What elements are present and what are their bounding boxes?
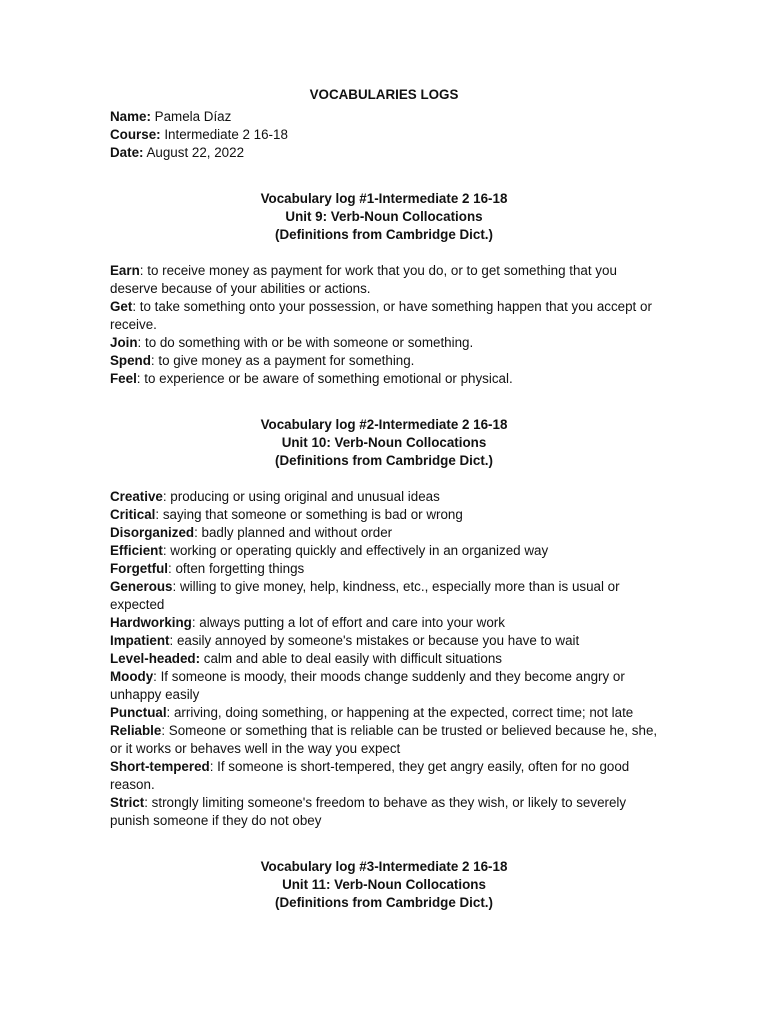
vocabulary-log-section <box>110 858 658 912</box>
vocabulary-term: Moody <box>110 669 154 684</box>
section-header-line: Unit 11: Verb-Noun Collocations <box>282 877 486 892</box>
vocabulary-term: Efficient <box>110 543 163 558</box>
vocabulary-term: Join <box>110 335 138 350</box>
vocabulary-definition: calm and able to deal easily with difficult situations <box>200 651 502 666</box>
meta-key: Name <box>110 109 147 124</box>
section-header-line: Unit 10: Verb-Noun Collocations <box>281 435 487 450</box>
vocabulary-entry <box>110 758 658 794</box>
meta-colon: : <box>156 127 161 142</box>
meta-key: Course <box>110 127 157 142</box>
vocabulary-entry <box>110 262 658 298</box>
vocabulary-entry <box>110 488 658 506</box>
vocabulary-term: Spend <box>110 353 151 368</box>
vocabulary-entry <box>110 506 658 524</box>
section-header-line: (Definitions from Cambridge Dict.) <box>275 895 493 910</box>
vocabulary-term: Creative <box>110 489 163 504</box>
meta-key: Date <box>110 145 140 160</box>
vocabulary-definition: : badly planned and without order <box>194 525 393 540</box>
vocabulary-entry <box>110 560 658 578</box>
vocabulary-term: Disorganized <box>110 525 195 540</box>
meta-value: August 22, 2022 <box>143 145 245 160</box>
section-header-line: Vocabulary log #3-Intermediate 2 16-18 <box>260 859 508 874</box>
meta-colon: : <box>146 109 151 124</box>
vocabulary-term: Impatient <box>110 633 170 648</box>
section-header <box>110 416 658 470</box>
vocabulary-term: Earn <box>110 263 140 278</box>
vocabulary-term: Reliable <box>110 723 162 738</box>
section-header-line: (Definitions from Cambridge Dict.) <box>275 227 493 242</box>
meta-course <box>110 126 658 144</box>
vocabulary-definition: : Someone or something that is reliable can be trusted or believed because he, she, or it works or behaves well in the way you expect <box>110 723 658 756</box>
vocabulary-definition: : to experience or be aware of something emotional or physical. <box>136 371 513 386</box>
vocabulary-term: Critical <box>110 507 156 522</box>
vocabulary-term: Get <box>110 299 133 314</box>
vocabulary-entry <box>110 524 658 542</box>
vocabulary-definition: : willing to give money, help, kindness, etc., especially more than is usual or expected <box>110 579 620 612</box>
vocabulary-list <box>110 488 658 830</box>
vocabulary-entry <box>110 578 658 614</box>
section-header-line: Vocabulary log #2-Intermediate 2 16-18 <box>260 417 508 432</box>
meta-date <box>110 144 658 162</box>
vocabulary-entry <box>110 614 658 632</box>
meta-colon: : <box>139 145 144 160</box>
document-body <box>110 86 658 912</box>
vocabulary-term: Generous <box>110 579 173 594</box>
vocabulary-definition: : arriving, doing something, or happening at the expected, correct time; not late <box>166 705 634 720</box>
vocabulary-entry <box>110 542 658 560</box>
vocabulary-definition: : to receive money as payment for work that you do, or to get something that you deserve because of your abilities or actions. <box>110 263 617 296</box>
vocabulary-term: Hardworking <box>110 615 192 630</box>
section-header <box>110 190 658 244</box>
vocabulary-list <box>110 262 658 388</box>
vocabulary-log-section <box>110 416 658 830</box>
vocabulary-definition: : always putting a lot of effort and care into your work <box>191 615 505 630</box>
vocabulary-definition: : often forgetting things <box>168 561 305 576</box>
vocabulary-term: Level-headed: <box>110 651 201 666</box>
vocabulary-entry <box>110 650 658 668</box>
vocabulary-term: Strict <box>110 795 145 810</box>
vocabulary-log-section <box>110 190 658 388</box>
vocabulary-definition: : producing or using original and unusual ideas <box>162 489 440 504</box>
vocabulary-definition: : If someone is short-tempered, they get angry easily, often for no good reason. <box>110 759 630 792</box>
document-meta <box>110 108 658 162</box>
section-header-line: Vocabulary log #1-Intermediate 2 16-18 <box>260 191 508 206</box>
vocabulary-entry <box>110 794 658 830</box>
vocabulary-entry <box>110 334 658 352</box>
meta-name <box>110 108 658 126</box>
vocabulary-entry <box>110 370 658 388</box>
document-title: VOCABULARIES LOGS <box>309 87 459 102</box>
vocabulary-entry <box>110 722 658 758</box>
vocabulary-entry <box>110 298 658 334</box>
section-header <box>110 858 658 912</box>
meta-value: Pamela Díaz <box>150 109 232 124</box>
vocabulary-definition: : saying that someone or something is bad or wrong <box>155 507 463 522</box>
section-header-line: (Definitions from Cambridge Dict.) <box>275 453 493 468</box>
vocabulary-entry <box>110 352 658 370</box>
vocabulary-definition: : strongly limiting someone's freedom to behave as they wish, or likely to severely punish someone if they do not obey <box>110 795 627 828</box>
vocabulary-sections <box>110 190 658 912</box>
vocabulary-definition: : to do something with or be with someone or something. <box>137 335 474 350</box>
vocabulary-definition: : to take something onto your possession, or have something happen that you accept or receive. <box>110 299 652 332</box>
vocabulary-term: Feel <box>110 371 137 386</box>
vocabulary-definition: : easily annoyed by someone's mistakes or because you have to wait <box>169 633 580 648</box>
vocabulary-entry <box>110 632 658 650</box>
vocabulary-entry <box>110 668 658 704</box>
vocabulary-definition: : working or operating quickly and effectively in an organized way <box>162 543 549 558</box>
vocabulary-definition: : If someone is moody, their moods change suddenly and they become angry or unhappy easily <box>110 669 625 702</box>
meta-value: Intermediate 2 16-18 <box>160 127 288 142</box>
section-header-line: Unit 9: Verb-Noun Collocations <box>285 209 483 224</box>
vocabulary-entry <box>110 704 658 722</box>
vocabulary-term: Punctual <box>110 705 167 720</box>
vocabulary-term: Forgetful <box>110 561 169 576</box>
vocabulary-term: Short-tempered <box>110 759 210 774</box>
vocabulary-definition: : to give money as a payment for something. <box>150 353 415 368</box>
